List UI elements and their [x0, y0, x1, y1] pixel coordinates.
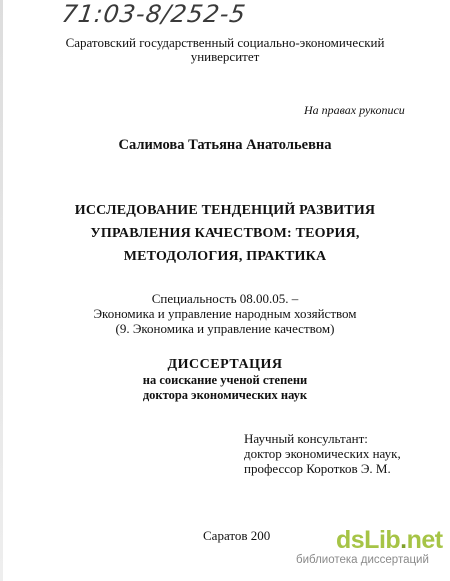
title-line: МЕТОДОЛОГИЯ, ПРАКТИКА: [123, 249, 327, 264]
city-year: Саратов 200: [203, 528, 271, 543]
author-name: Салимова Татьяна Анатольевна: [118, 137, 332, 153]
logo-dot: .: [400, 526, 407, 554]
degree-line: на соискание ученой степени: [142, 373, 308, 387]
advisor-line: профессор Коротков Э. М.: [244, 461, 391, 476]
specialty: [0, 291, 450, 336]
specialty-line: Экономика и управление народным хозяйством: [93, 306, 357, 321]
university-name: [0, 36, 450, 64]
dslib-logo: [336, 527, 446, 553]
rights-note: На правах рукописи: [304, 103, 405, 117]
advisor-line: доктор экономических наук,: [244, 446, 401, 461]
degree-description: [0, 373, 450, 403]
logo-main: dsLib: [336, 526, 401, 554]
advisor-line: Научный консультант:: [244, 431, 368, 446]
title-line: УПРАВЛЕНИЯ КАЧЕСТВОМ: ТЕОРИЯ,: [90, 226, 360, 241]
university-line: университет: [190, 49, 260, 64]
specialty-line: (9. Экономика и управление качеством): [115, 321, 335, 336]
watermark-subtitle: библиотека диссертаций: [296, 554, 429, 566]
degree-line: доктора экономических наук: [142, 388, 308, 402]
dissertation-title: [0, 199, 450, 268]
logo-tld: net: [406, 526, 443, 554]
dissertation-heading: ДИССЕРТАЦИЯ: [167, 357, 283, 372]
title-line: ИССЛЕДОВАНИЕ ТЕНДЕНЦИЙ РАЗВИТИЯ: [74, 203, 376, 218]
specialty-line: Специальность 08.00.05. –: [151, 291, 299, 306]
scientific-advisor: [244, 431, 401, 476]
dslib-watermark[interactable]: [296, 526, 446, 571]
university-line: Саратовский государственный социально-экономический: [65, 35, 385, 50]
handwritten-code: 71:03-8/252-5: [60, 0, 248, 28]
